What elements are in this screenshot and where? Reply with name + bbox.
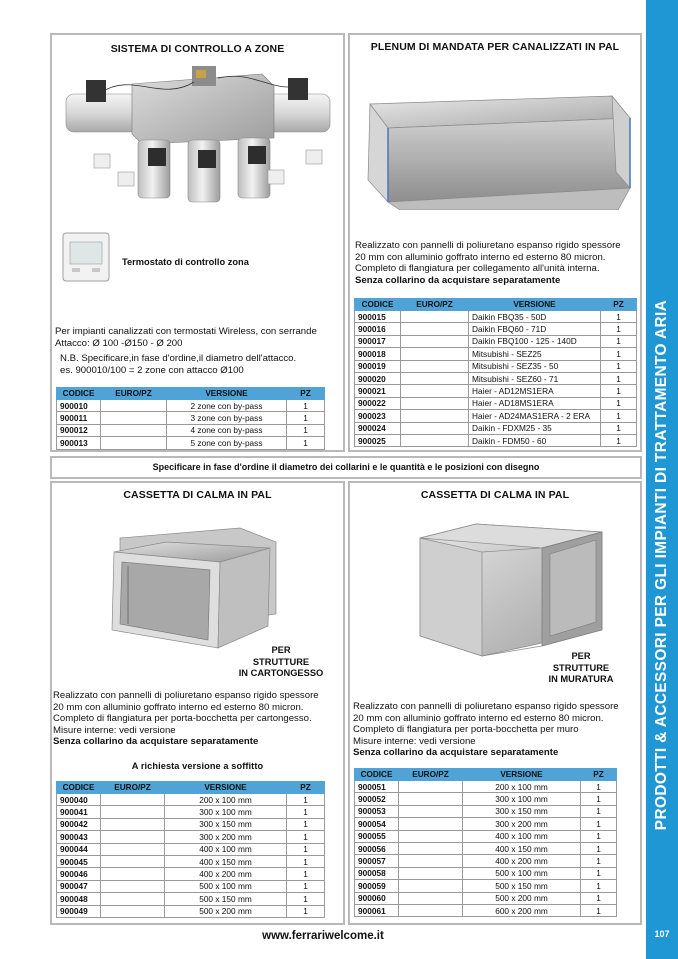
plenum-table (354, 298, 637, 447)
table-row (355, 335, 637, 347)
price-cell (101, 818, 165, 830)
quantity-cell: 1 (601, 360, 637, 372)
table-row (355, 793, 617, 805)
table-row (355, 323, 637, 335)
table-row (355, 880, 617, 892)
col-versione: VERSIONE (167, 388, 287, 400)
product-code: 900023 (355, 410, 401, 422)
price-cell (399, 830, 463, 842)
zone-control-table (56, 387, 325, 450)
version-cell: 200 x 100 mm (463, 781, 581, 793)
version-cell: 500 x 200 mm (165, 905, 287, 917)
price-cell (101, 880, 165, 892)
quantity-cell: 1 (287, 412, 325, 424)
product-code: 900022 (355, 397, 401, 409)
version-cell: 300 x 100 mm (165, 806, 287, 818)
col-codice: CODICE (355, 299, 401, 311)
version-cell: 3 zone con by-pass (167, 412, 287, 424)
col-europz: EURO/PZ (399, 769, 463, 781)
quantity-cell: 1 (601, 372, 637, 384)
plenum-title: PLENUM DI MANDATA PER CANALIZZATI IN PAL (370, 41, 620, 53)
cassetta-cartongesso-caption: PER STRUTTURE IN CARTONGESSO (238, 645, 324, 678)
quantity-cell: 1 (601, 410, 637, 422)
cassetta-muratura-title: CASSETTA DI CALMA IN PAL (420, 489, 570, 501)
product-code: 900044 (57, 843, 101, 855)
table-row (355, 904, 617, 916)
price-cell (399, 867, 463, 879)
product-code: 900013 (57, 437, 101, 449)
price-cell (101, 831, 165, 843)
sidebar-title: PRODOTTI & ACCESSORI PER GLI IMPIANTI DI TRATTAMENTO ARIA (653, 299, 670, 831)
product-code: 900017 (355, 335, 401, 347)
quantity-cell: 1 (601, 397, 637, 409)
table-row (355, 434, 637, 446)
quantity-cell: 1 (601, 335, 637, 347)
table-row (57, 806, 325, 818)
quantity-cell: 1 (287, 893, 325, 905)
price-cell (399, 805, 463, 817)
quantity-cell: 1 (287, 868, 325, 880)
table-row (355, 311, 637, 323)
table-row (355, 855, 617, 867)
table-row (355, 372, 637, 384)
version-cell: Daikin FBQ60 - 71D (469, 323, 601, 335)
product-code: 900047 (57, 880, 101, 892)
table-row (355, 348, 637, 360)
version-cell: Daikin - FDXM25 - 35 (469, 422, 601, 434)
price-cell (101, 843, 165, 855)
quantity-cell: 1 (287, 400, 325, 412)
quantity-cell: 1 (601, 323, 637, 335)
product-code: 900018 (355, 348, 401, 360)
price-cell (401, 323, 469, 335)
version-cell: 600 x 200 mm (463, 904, 581, 916)
price-cell (399, 818, 463, 830)
version-cell: 300 x 150 mm (165, 818, 287, 830)
table-row (355, 830, 617, 842)
quantity-cell: 1 (287, 880, 325, 892)
version-cell: Haier - AD24MAS1ERA - 2 ERA (469, 410, 601, 422)
price-cell (401, 385, 469, 397)
product-code: 900053 (355, 805, 399, 817)
product-code: 900024 (355, 422, 401, 434)
col-versione: VERSIONE (469, 299, 601, 311)
product-code: 900058 (355, 867, 399, 879)
table-row (355, 360, 637, 372)
thermostat-label: Termostato di controllo zona (122, 257, 249, 267)
version-cell: 400 x 100 mm (463, 830, 581, 842)
table-row (355, 892, 617, 904)
price-cell (401, 335, 469, 347)
col-europz: EURO/PZ (401, 299, 469, 311)
version-cell: Daikin FBQ35 - 50D (469, 311, 601, 323)
price-cell (401, 372, 469, 384)
table-row (57, 437, 325, 449)
col-codice: CODICE (57, 782, 101, 794)
col-pz: PZ (287, 388, 325, 400)
price-cell (399, 880, 463, 892)
cassetta-muratura-table (354, 768, 617, 917)
price-cell (399, 842, 463, 854)
product-code: 900042 (57, 818, 101, 830)
table-row (355, 410, 637, 422)
version-cell: 4 zone con by-pass (167, 424, 287, 436)
product-code: 900049 (57, 905, 101, 917)
price-cell (101, 400, 167, 412)
table-row (57, 412, 325, 424)
quantity-cell: 1 (581, 855, 617, 867)
table-row (57, 868, 325, 880)
zone-control-image (62, 62, 334, 220)
product-code: 900021 (355, 385, 401, 397)
version-cell: 500 x 100 mm (165, 880, 287, 892)
ceiling-version-note: A richiesta versione a soffitto (131, 761, 264, 771)
zone-control-description: Per impianti canalizzati con termostati Wireless, con serrande Attacco: Ø 100 -Ø150 - Ø 200 (55, 326, 317, 349)
table-row (355, 805, 617, 817)
product-code: 900046 (57, 868, 101, 880)
quantity-cell: 1 (287, 843, 325, 855)
table-row (57, 818, 325, 830)
price-cell (101, 868, 165, 880)
version-cell: 300 x 200 mm (463, 818, 581, 830)
col-codice: CODICE (57, 388, 101, 400)
version-cell: Haier - AD12MS1ERA (469, 385, 601, 397)
quantity-cell: 1 (287, 794, 325, 806)
price-cell (401, 422, 469, 434)
version-cell: 500 x 150 mm (463, 880, 581, 892)
zone-control-note: N.B. Specificare,in fase d'ordine,il diametro dell'attacco. es. 900010/100 = 2 zone con attacco Ø100 (60, 353, 297, 376)
version-cell: 300 x 200 mm (165, 831, 287, 843)
version-cell: 2 zone con by-pass (167, 400, 287, 412)
product-code: 900061 (355, 904, 399, 916)
table-row (57, 843, 325, 855)
price-cell (101, 806, 165, 818)
table-row (355, 867, 617, 879)
product-code: 900012 (57, 424, 101, 436)
product-code: 900016 (355, 323, 401, 335)
version-cell: 5 zone con by-pass (167, 437, 287, 449)
version-cell: 500 x 150 mm (165, 893, 287, 905)
table-row (57, 424, 325, 436)
quantity-cell: 1 (601, 434, 637, 446)
col-codice: CODICE (355, 769, 399, 781)
order-notice: Specificare in fase d'ordine il diametro dei collarini e le quantità e le posizioni con disegno (50, 456, 642, 479)
quantity-cell: 1 (287, 424, 325, 436)
table-row (57, 893, 325, 905)
quantity-cell: 1 (581, 880, 617, 892)
zone-control-title: SISTEMA DI CONTROLLO A ZONE (110, 43, 285, 55)
product-code: 900048 (57, 893, 101, 905)
price-cell (399, 781, 463, 793)
price-cell (401, 360, 469, 372)
product-code: 900010 (57, 400, 101, 412)
product-code: 900051 (355, 781, 399, 793)
version-cell: Mitsubishi - SEZ35 - 50 (469, 360, 601, 372)
price-cell (101, 794, 165, 806)
price-cell (101, 855, 165, 867)
product-code: 900015 (355, 311, 401, 323)
cassetta-muratura-description: Realizzato con pannelli di poliuretano espanso rigido spessore 20 mm con alluminio goffrato interno ed esterno 80 micron. Completo di flangiatura per porta-bocchetta per muro Misure interne: vedi versione Senza collarino da acquistare separatamente (353, 701, 619, 759)
price-cell (401, 434, 469, 446)
price-cell (101, 437, 167, 449)
thermostat-image (62, 232, 110, 282)
table-row (355, 397, 637, 409)
table-row (57, 794, 325, 806)
table-header-row (57, 388, 325, 400)
quantity-cell: 1 (581, 842, 617, 854)
table-row (57, 905, 325, 917)
product-code: 900054 (355, 818, 399, 830)
version-cell: Haier - AD18MS1ERA (469, 397, 601, 409)
quantity-cell: 1 (581, 793, 617, 805)
page-number: 107 (654, 929, 670, 939)
table-header-row (57, 782, 325, 794)
version-cell: Daikin - FDM50 - 60 (469, 434, 601, 446)
product-code: 900055 (355, 830, 399, 842)
version-cell: Daikin FBQ100 - 125 - 140D (469, 335, 601, 347)
version-cell: 500 x 200 mm (463, 892, 581, 904)
quantity-cell: 1 (581, 904, 617, 916)
product-code: 900040 (57, 794, 101, 806)
price-cell (101, 905, 165, 917)
table-row (57, 831, 325, 843)
table-header-row (355, 299, 637, 311)
quantity-cell: 1 (581, 830, 617, 842)
product-code: 900019 (355, 360, 401, 372)
table-row (57, 400, 325, 412)
product-code: 900020 (355, 372, 401, 384)
price-cell (399, 892, 463, 904)
version-cell: 400 x 200 mm (165, 868, 287, 880)
quantity-cell: 1 (601, 422, 637, 434)
cassetta-cartongesso-table (56, 781, 325, 918)
table-row (355, 818, 617, 830)
quantity-cell: 1 (287, 831, 325, 843)
cassetta-muratura-caption: PER STRUTTURE IN MURATURA (548, 651, 614, 684)
cassetta-muratura-image (412, 518, 608, 658)
price-cell (399, 793, 463, 805)
col-versione: VERSIONE (463, 769, 581, 781)
version-cell: 300 x 150 mm (463, 805, 581, 817)
table-header-row (355, 769, 617, 781)
quantity-cell: 1 (581, 818, 617, 830)
price-cell (401, 397, 469, 409)
quantity-cell: 1 (581, 867, 617, 879)
quantity-cell: 1 (581, 805, 617, 817)
version-cell: 500 x 100 mm (463, 867, 581, 879)
version-cell: 200 x 100 mm (165, 794, 287, 806)
product-code: 900052 (355, 793, 399, 805)
version-cell: 400 x 100 mm (165, 843, 287, 855)
version-cell: 300 x 100 mm (463, 793, 581, 805)
plenum-image (360, 92, 636, 210)
quantity-cell: 1 (581, 781, 617, 793)
quantity-cell: 1 (601, 311, 637, 323)
version-cell: 400 x 150 mm (165, 855, 287, 867)
version-cell: Mitsubishi - SEZ25 (469, 348, 601, 360)
table-row (355, 781, 617, 793)
table-row (57, 880, 325, 892)
quantity-cell: 1 (287, 818, 325, 830)
plenum-description: Realizzato con pannelli di poliuretano espanso rigido spessore 20 mm con alluminio goffrato interno ed esterno 80 micron. Completo di flangiatura per collegamento all'unità interna. Senza collarino da acquistare separatamente (355, 240, 621, 286)
version-cell: 400 x 150 mm (463, 842, 581, 854)
price-cell (101, 412, 167, 424)
col-versione: VERSIONE (165, 782, 287, 794)
price-cell (399, 855, 463, 867)
product-code: 900041 (57, 806, 101, 818)
cassetta-cartongesso-title: CASSETTA DI CALMA IN PAL (123, 489, 272, 501)
table-row (57, 855, 325, 867)
product-code: 900056 (355, 842, 399, 854)
col-pz: PZ (581, 769, 617, 781)
table-row (355, 422, 637, 434)
col-europz: EURO/PZ (101, 388, 167, 400)
version-cell: 400 x 200 mm (463, 855, 581, 867)
product-code: 900011 (57, 412, 101, 424)
col-pz: PZ (287, 782, 325, 794)
table-row (355, 842, 617, 854)
cassetta-cartongesso-image (100, 522, 290, 652)
price-cell (399, 904, 463, 916)
price-cell (401, 311, 469, 323)
product-code: 900025 (355, 434, 401, 446)
product-code: 900045 (57, 855, 101, 867)
quantity-cell: 1 (287, 905, 325, 917)
quantity-cell: 1 (287, 806, 325, 818)
price-cell (401, 348, 469, 360)
cassetta-cartongesso-description: Realizzato con pannelli di poliuretano espanso rigido spessore 20 mm con alluminio goffrato interno ed esterno 80 micron. Completo di flangiatura per porta-bocchetta per cartongesso. Misure interne: vedi versione Senza collarino da acquistare separatamente (53, 690, 319, 748)
product-code: 900057 (355, 855, 399, 867)
product-code: 900043 (57, 831, 101, 843)
quantity-cell: 1 (287, 855, 325, 867)
price-cell (401, 410, 469, 422)
col-pz: PZ (601, 299, 637, 311)
quantity-cell: 1 (601, 348, 637, 360)
col-europz: EURO/PZ (101, 782, 165, 794)
quantity-cell: 1 (581, 892, 617, 904)
product-code: 900060 (355, 892, 399, 904)
quantity-cell: 1 (287, 437, 325, 449)
footer-website[interactable]: www.ferrariwelcome.it (262, 930, 384, 942)
table-row (355, 385, 637, 397)
quantity-cell: 1 (601, 385, 637, 397)
product-code: 900059 (355, 880, 399, 892)
price-cell (101, 893, 165, 905)
version-cell: Mitsubishi - SEZ60 - 71 (469, 372, 601, 384)
price-cell (101, 424, 167, 436)
